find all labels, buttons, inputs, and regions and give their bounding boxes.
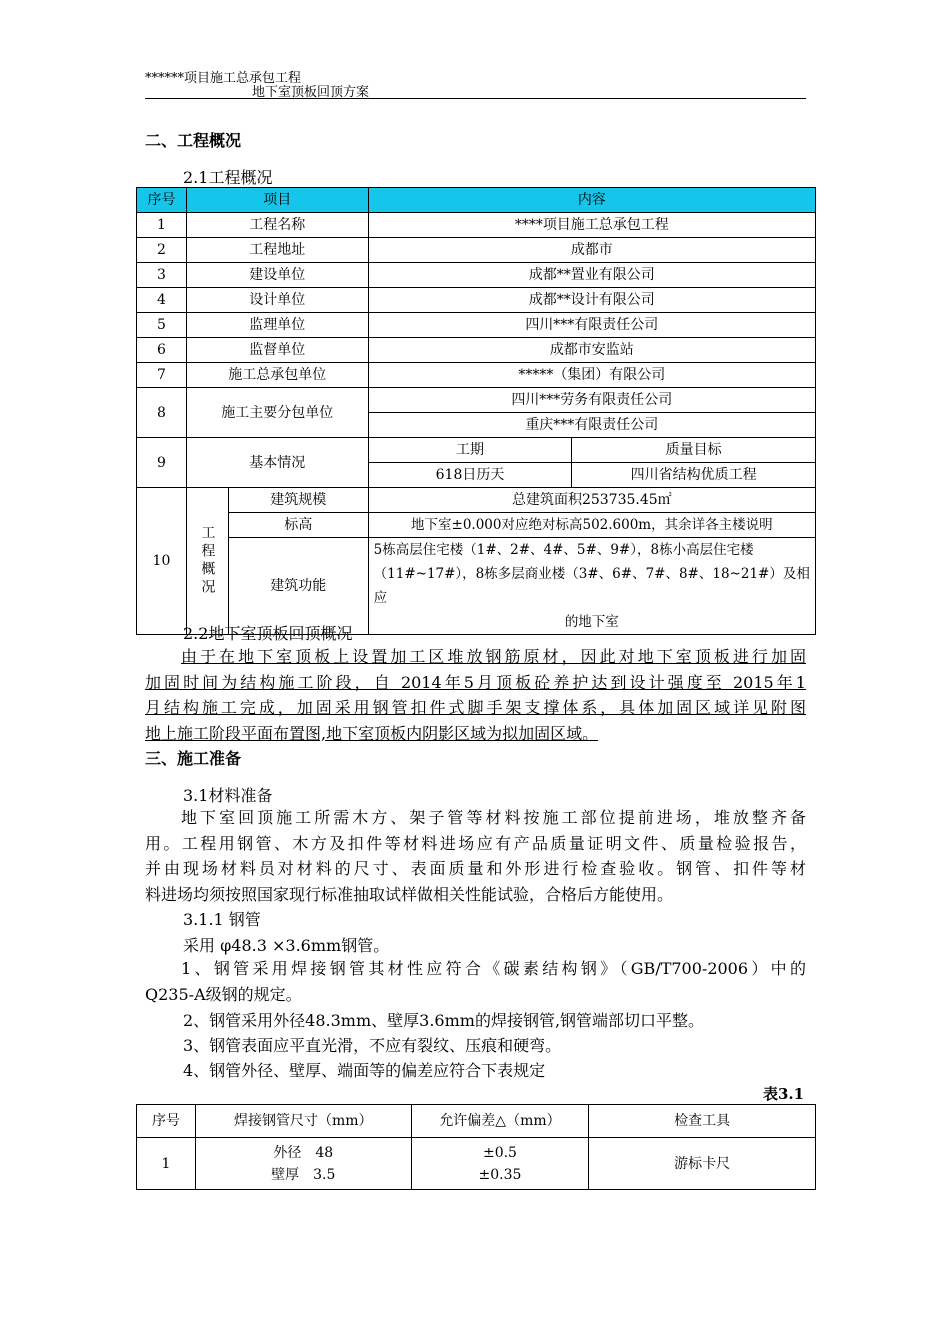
row-content: 成都**置业有限公司 — [368, 263, 815, 288]
table-row — [137, 438, 816, 463]
steel-pipe-spec: 采用 φ48.3 ×3.6mm钢管。 — [183, 936, 390, 955]
paragraph-line: 并由现场材料员对材料的尺寸、表面质量和外形进行检查验收。钢管、扣件等材 — [145, 859, 806, 878]
building-function-line: （11#~17#），8栋多层商业楼（3#、6#、7#、8#、18~21#）及相应 — [373, 566, 810, 606]
paragraph-line: 地上施工阶段平面布置图,地下室顶板内阴影区域为拟加固区域。 — [145, 723, 599, 743]
header-plan-title: 地下室顶板回顶方案 — [252, 85, 370, 100]
header-cell-deviation: 允许偏差△（mm） — [411, 1105, 589, 1138]
building-function-label: 建筑功能 — [228, 538, 368, 635]
reinforcement-paragraph — [145, 644, 806, 746]
row-item: 工程地址 — [186, 238, 368, 263]
header-cell-item: 项目 — [186, 188, 368, 213]
subsection-3-1-1-title: 3.1.1 钢管 — [183, 910, 261, 929]
paragraph-line: 加固时间为结构施工阶段，自 2014年5月顶板砼养护达到设计强度至 2015年1 — [145, 672, 806, 692]
row-number: 4 — [137, 288, 187, 313]
paragraph-line: 由于在地下室顶板上设置加工区堆放钢筋原材，因此对地下室顶板进行加固 — [181, 647, 806, 666]
row-content: 四川***有限责任公司 — [368, 313, 815, 338]
building-scale-value: 总建筑面积253735.45㎡ — [368, 488, 815, 513]
row-item: 施工主要分包单位 — [186, 388, 368, 438]
elevation-label: 标高 — [228, 513, 368, 538]
table-row — [137, 1138, 816, 1190]
pipe-tolerance-table — [136, 1104, 816, 1190]
wall-thickness: 壁厚 3.5 — [271, 1166, 336, 1183]
table-row — [137, 213, 816, 238]
row-number: 2 — [137, 238, 187, 263]
table-row — [137, 263, 816, 288]
paragraph-line: 用。工程用钢管、木方及扣件等材料进场应有产品质量证明文件、质量检验报告， — [145, 833, 806, 853]
row-content: *****（集团）有限公司 — [368, 363, 815, 388]
building-function-line: 的地下室 — [564, 614, 619, 630]
paragraph-line: 1、钢管采用焊接钢管其材性应符合《碳素结构钢》（GB/T700-2006）中的 — [181, 959, 806, 978]
outer-diameter: 外径 48 — [273, 1144, 334, 1161]
row-item: 工程名称 — [186, 213, 368, 238]
table-row — [137, 288, 816, 313]
steel-pipe-item-3: 3、钢管表面应平直光滑，不应有裂纹、压痕和硬弯。 — [183, 1036, 562, 1055]
row-number: 6 — [137, 338, 187, 363]
overview-group-cell — [186, 488, 228, 635]
section-2-title: 二、工程概况 — [145, 131, 242, 150]
paragraph-line: 地下室回顶施工所需木方、架子管等材料按施工部位提前进场，堆放整齐备 — [181, 808, 806, 827]
row-item: 监理单位 — [186, 313, 368, 338]
row-item: 基本情况 — [186, 438, 368, 488]
pipe-size-cell — [195, 1138, 411, 1190]
row-number: 10 — [137, 488, 187, 635]
subsection-3-1-title: 3.1材料准备 — [183, 786, 273, 805]
quality-target-value: 四川省结构优质工程 — [572, 463, 816, 488]
table-row — [137, 338, 816, 363]
table-row — [137, 513, 816, 538]
paragraph-line: Q235-A级钢的规定。 — [145, 984, 302, 1004]
wall-thickness-deviation: ±0.35 — [478, 1166, 522, 1183]
row-number: 5 — [137, 313, 187, 338]
duration-label: 工期 — [368, 438, 572, 463]
steel-pipe-item-4: 4、钢管外径、壁厚、端面等的偏差应符合下表规定 — [183, 1061, 546, 1080]
deviation-cell — [411, 1138, 589, 1190]
section-3-title: 三、施工准备 — [145, 749, 242, 768]
subsection-2-2-title: 2.2地下室顶板回顶概况 — [183, 624, 353, 643]
row-number: 1 — [137, 1138, 196, 1190]
header-cell-size: 焊接钢管尺寸（mm） — [195, 1105, 411, 1138]
table-row — [137, 388, 816, 413]
outer-diameter-deviation: ±0.5 — [482, 1144, 517, 1161]
project-overview-table — [136, 187, 816, 635]
header-project-name: ******项目施工总承包工程 — [145, 71, 302, 86]
row-number: 9 — [137, 438, 187, 488]
row-item: 建设单位 — [186, 263, 368, 288]
table-row — [137, 488, 816, 513]
row-number: 7 — [137, 363, 187, 388]
header-divider — [145, 98, 806, 99]
row-number: 8 — [137, 388, 187, 438]
table-row — [137, 238, 816, 263]
paragraph-line: 料进场均须按照国家现行标准抽取试样做相关性能试验，合格后方能使用。 — [145, 884, 674, 904]
row-content: 成都市 — [368, 238, 815, 263]
subcontractor-2: 重庆***有限责任公司 — [368, 413, 815, 438]
row-content: 成都**设计有限公司 — [368, 288, 815, 313]
header-cell-no: 序号 — [137, 1105, 196, 1138]
inspection-tool: 游标卡尺 — [589, 1138, 816, 1190]
paragraph-line: 月结构施工完成，加固采用钢管扣件式脚手架支撑体系，具体加固区域详见附图 — [145, 698, 806, 717]
row-item: 设计单位 — [186, 288, 368, 313]
materials-paragraph — [145, 805, 806, 907]
header-cell-content: 内容 — [368, 188, 815, 213]
row-content: 成都市安监站 — [368, 338, 815, 363]
table-row — [137, 363, 816, 388]
row-number: 3 — [137, 263, 187, 288]
steel-pipe-item-1 — [145, 956, 806, 1007]
row-content: ****项目施工总承包工程 — [368, 213, 815, 238]
table-row — [137, 538, 816, 635]
overview-group-label: 工程概况 — [199, 525, 216, 597]
row-item: 监督单位 — [186, 338, 368, 363]
quality-target-label: 质量目标 — [572, 438, 816, 463]
subcontractor-1: 四川***劳务有限责任公司 — [368, 388, 815, 413]
subsection-2-1-title: 2.1工程概况 — [183, 168, 273, 187]
building-scale-label: 建筑规模 — [228, 488, 368, 513]
header-cell-tool: 检查工具 — [589, 1105, 816, 1138]
table-3-1-label: 表3.1 — [763, 1085, 805, 1103]
building-function-line: 5栋高层住宅楼（1#、2#、4#、5#、9#），8栋小高层住宅楼 — [373, 542, 754, 558]
table-row — [137, 313, 816, 338]
elevation-value: 地下室±0.000对应绝对标高502.600m，其余详各主楼说明 — [368, 513, 815, 538]
row-item: 施工总承包单位 — [186, 363, 368, 388]
row-number: 1 — [137, 213, 187, 238]
duration-value: 618日历天 — [368, 463, 572, 488]
steel-pipe-item-2: 2、钢管采用外径48.3mm、壁厚3.6mm的焊接钢管,钢管端部切口平整。 — [183, 1011, 705, 1030]
building-function-value — [368, 538, 815, 635]
header-cell-no: 序号 — [137, 188, 187, 213]
